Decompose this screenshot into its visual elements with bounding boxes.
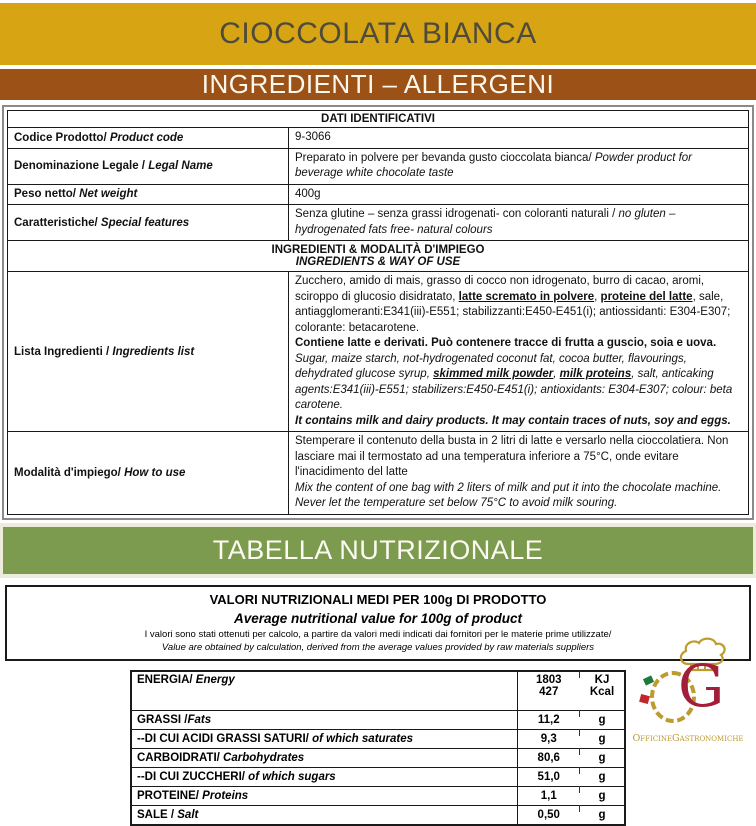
legal-name-row xyxy=(8,148,749,184)
nutrition-row-sugars xyxy=(131,768,625,787)
nutrition-row-salt xyxy=(131,806,625,825)
logo-red-accent xyxy=(639,694,650,704)
sugars-label-en: of which sugars xyxy=(244,771,336,783)
ingredients-section-header-it: INGREDIENTI & MODALITÀ D'IMPIEGO xyxy=(271,244,485,256)
product-title-banner xyxy=(0,3,756,65)
identity-header: DATI IDENTIFICATIVI xyxy=(8,111,749,128)
proteins-label-it: PROTEINE/ xyxy=(137,790,199,802)
special-features-row xyxy=(8,205,749,241)
carbohydrates-label-it: CARBOIDRATI/ xyxy=(137,752,220,764)
nutrition-row-fats xyxy=(131,711,625,730)
saturates-label-it: --DI CUI ACIDI GRASSI SATURI/ xyxy=(137,733,309,745)
sugars-label-it: --DI CUI ZUCCHERI/ xyxy=(137,771,245,783)
fats-label-it: GRASSI / xyxy=(137,714,188,726)
product-code-label-it: Codice Prodotto/ xyxy=(14,131,107,144)
saturates-unit: g xyxy=(580,730,625,749)
sugars-label xyxy=(131,768,517,787)
sugars-unit: g xyxy=(580,768,625,787)
legal-name-label-it: Denominazione Legale / xyxy=(14,160,149,172)
officine-gastronomiche-logo xyxy=(632,637,744,749)
nutrition-row-carbohydrates xyxy=(131,749,625,768)
net-weight-label xyxy=(8,184,289,205)
salt-label xyxy=(131,806,517,825)
salt-unit: g xyxy=(580,806,625,825)
carbohydrates-value: 80,6 xyxy=(517,749,580,768)
identity-table-frame xyxy=(2,105,754,520)
proteins-label-en: Proteins xyxy=(198,790,249,802)
special-features-label xyxy=(8,205,289,241)
fats-value: 11,2 xyxy=(517,711,580,730)
net-weight-row xyxy=(8,184,749,205)
nutrition-values-title-en: Average nutritional value for 100g of product xyxy=(233,610,523,626)
how-to-use-label xyxy=(8,432,289,515)
ingredients-section-header-en: INGREDIENTS & WAY OF USE xyxy=(295,256,461,268)
nutrition-values-title-it: VALORI NUTRIZIONALI MEDI PER 100g DI PRODOTTO xyxy=(209,591,547,607)
how-to-use-label-it: Modalità d'impiego/ xyxy=(14,466,121,479)
nutrition-values-note-en: Value are obtained by calculation, derived from the average values provided by raw materials suppliers xyxy=(161,641,595,653)
proteins-label xyxy=(131,787,517,806)
saturates-label xyxy=(131,730,517,749)
nutrition-banner-title: TABELLA NUTRIZIONALE xyxy=(212,534,544,565)
carbohydrates-unit: g xyxy=(580,749,625,768)
legal-name-label xyxy=(8,148,289,184)
special-features-value: Senza glutine – senza grassi idrogenati- con coloranti naturali / no gluten – hydrogenated fats free- natural colours xyxy=(289,205,749,241)
ingredients-list-label-it: Lista Ingredienti / xyxy=(14,345,113,358)
fats-label xyxy=(131,711,517,730)
net-weight-value: 400g xyxy=(289,184,749,205)
logo-monogram-g: G xyxy=(678,652,725,720)
fats-label-en: Fats xyxy=(187,714,212,726)
product-code-label xyxy=(8,128,289,149)
legal-name-label-en: Legal Name xyxy=(148,160,213,172)
ingredients-allergens-banner xyxy=(0,69,756,100)
nutrition-row-energy xyxy=(131,671,625,711)
energy-values xyxy=(517,671,580,711)
nutrition-row-saturates xyxy=(131,730,625,749)
product-code-label-en: Product code xyxy=(106,131,184,144)
saturates-value: 9,3 xyxy=(517,730,580,749)
energy-kj-value: 1803 xyxy=(535,673,562,686)
saturates-label-en: of which saturates xyxy=(308,733,414,745)
net-weight-label-en: Net weight xyxy=(75,188,138,201)
energy-kcal-unit: Kcal xyxy=(589,685,615,698)
energy-label xyxy=(131,671,517,711)
identity-header-row xyxy=(8,111,749,128)
identity-table xyxy=(7,110,749,515)
nutrition-table xyxy=(130,670,626,826)
ingredients-list-row xyxy=(8,272,749,432)
ingredients-section-header xyxy=(8,241,749,272)
logo-wordmark: OfficineGastronomiche xyxy=(632,733,744,744)
how-to-use-value: Stemperare il contenuto della busta in 2 litri di latte e versarlo nella cioccolatiera. Non lasciare mai il termostato ad una temperatura inferiore a 75°C, onde evitare l'inacidimento del latte Mix the content of one bag with 2 liters of milk and put it into the chocolate machine. Never let the temperature set below 75°C to avoid milk souring. xyxy=(289,432,749,515)
product-code-value: 9-3066 xyxy=(289,128,749,149)
salt-label-en: Salt xyxy=(177,808,199,821)
ingredients-list-label xyxy=(8,272,289,432)
nutrition-banner xyxy=(3,527,753,574)
ingredients-section-header-row xyxy=(8,241,749,272)
nutrition-values-note-it: I valori sono stati ottenuti per calcolo, a partire da valori medi indicati dai fornitori per le materie prime utilizzate/ xyxy=(144,628,612,640)
salt-label-it: SALE / xyxy=(137,808,178,821)
energy-units xyxy=(580,671,625,711)
product-code-row xyxy=(8,128,749,149)
energy-kj-unit: KJ xyxy=(594,673,610,686)
fats-unit: g xyxy=(580,711,625,730)
energy-kcal-value: 427 xyxy=(539,685,559,698)
nutrition-banner-frame xyxy=(0,523,756,578)
proteins-value: 1,1 xyxy=(517,787,580,806)
nutrition-row-proteins xyxy=(131,787,625,806)
salt-value: 0,50 xyxy=(517,806,580,825)
sugars-value: 51,0 xyxy=(517,768,580,787)
special-features-label-en: Special features xyxy=(97,216,190,229)
how-to-use-label-en: How to use xyxy=(120,466,186,479)
ingredients-list-value: Zucchero, amido di mais, grasso di cocco non idrogenato, burro di cacao, aromi, sciroppo di glucosio disidratato, latte scremato in polvere, proteine del latte, sale, antiagglomeranti:E341(iii)-E551; stabilizzanti:E450-E451(i); antiossidanti: E304-E307; colorante: betacarotene. Contiene latte e derivati. Può contenere tracce di frutta a guscio, soia e uova. Sugar, maize starch, not-hydrogenated coconut fat, cocoa butter, flavourings, dehydrated glucose syrup, skimmed milk powder, milk proteins, salt, anticaking agents:E341(iii)-E551; stabilizers:E450-E451(i); antioxidants: E304-E307; colour: beta carotene. It contains milk and dairy products. It may contain traces of nuts, soy and eggs. xyxy=(289,272,749,432)
ingredients-allergens-title: INGREDIENTI – ALLERGENI xyxy=(201,69,555,99)
how-to-use-row xyxy=(8,432,749,515)
proteins-unit: g xyxy=(580,787,625,806)
document-page xyxy=(0,3,756,821)
energy-label-en: Energy xyxy=(192,673,235,686)
carbohydrates-label-en: Carbohydrates xyxy=(219,752,305,764)
carbohydrates-label xyxy=(131,749,517,768)
legal-name-value: Preparato in polvere per bevanda gusto cioccolata bianca/ Powder product for beverage white chocolate taste xyxy=(289,148,749,184)
net-weight-label-it: Peso netto/ xyxy=(14,188,76,201)
special-features-label-it: Caratteristiche/ xyxy=(14,216,98,229)
ingredients-list-label-en: Ingredients list xyxy=(112,345,195,358)
product-title: CIOCCOLATA BIANCA xyxy=(219,17,537,50)
energy-label-it: ENERGIA/ xyxy=(137,673,193,686)
